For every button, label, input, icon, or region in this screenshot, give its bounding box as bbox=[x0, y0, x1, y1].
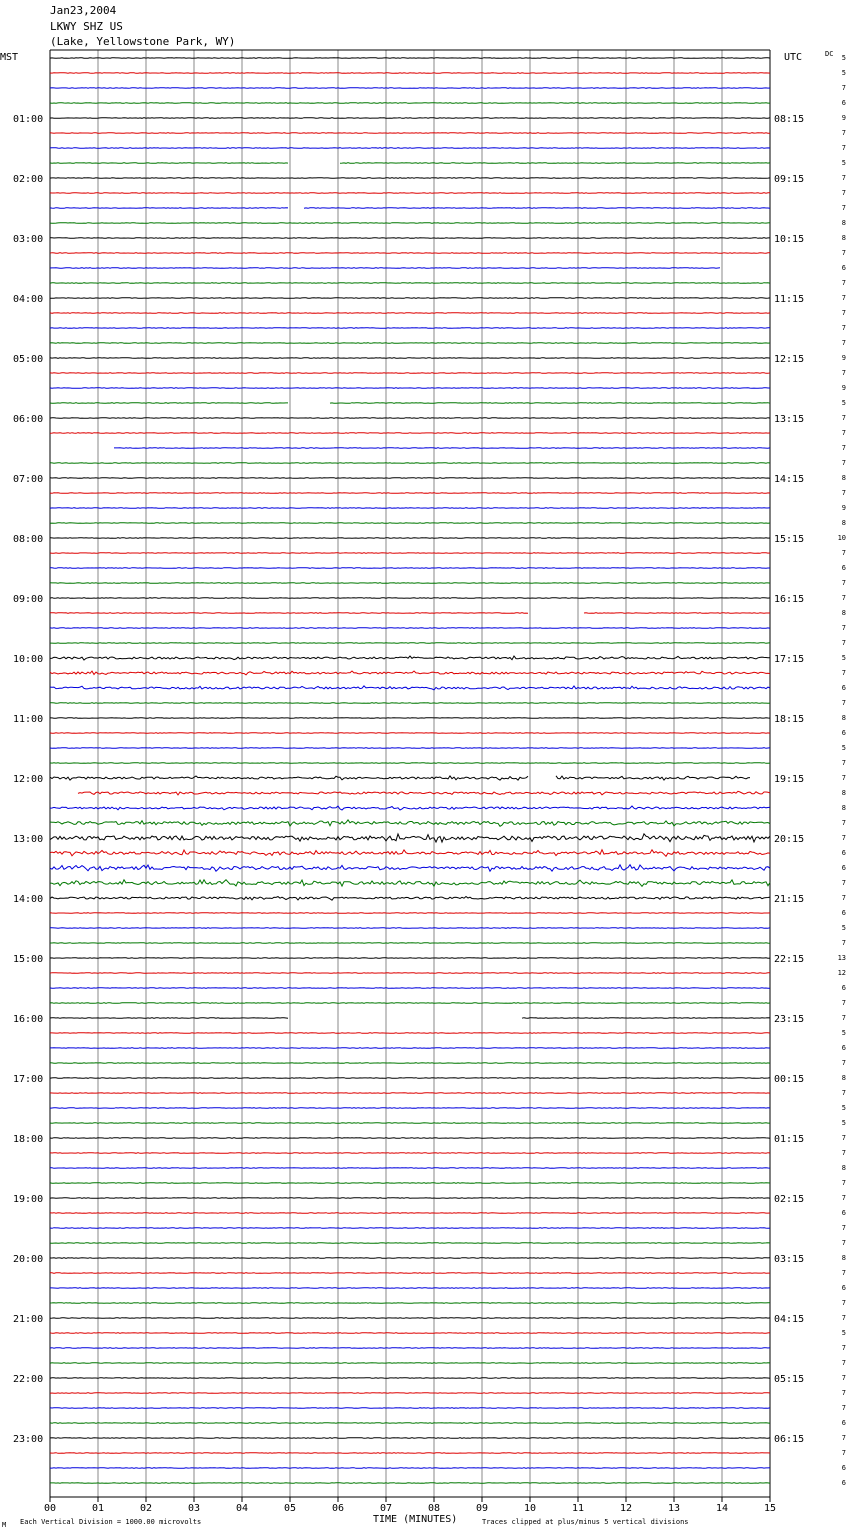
dc-offset-value: 7 bbox=[841, 459, 846, 467]
dc-offset-value: 7 bbox=[841, 1389, 846, 1397]
trace-line bbox=[78, 791, 770, 795]
dc-offset-value: 7 bbox=[841, 594, 846, 602]
trace-line bbox=[50, 1033, 770, 1034]
dc-offset-value: 6 bbox=[841, 1464, 846, 1472]
mst-hour-labels bbox=[13, 114, 43, 1445]
dc-offset-value: 5 bbox=[841, 399, 846, 407]
trace-line bbox=[50, 1438, 770, 1439]
dc-offset-value: 7 bbox=[841, 189, 846, 197]
x-tick-label: 14 bbox=[715, 1503, 729, 1514]
trace-line bbox=[50, 478, 770, 479]
trace-line bbox=[50, 880, 770, 887]
dc-offset-value: 6 bbox=[841, 1419, 846, 1427]
trace-line bbox=[50, 283, 770, 284]
trace-line bbox=[50, 343, 770, 344]
dc-offset-value: 9 bbox=[841, 354, 846, 362]
trace-line bbox=[50, 1468, 770, 1469]
dc-offset-value: 7 bbox=[841, 1299, 846, 1307]
dc-offset-value: 8 bbox=[841, 1164, 846, 1172]
mst-hour-label: 22:00 bbox=[13, 1374, 44, 1385]
utc-hour-label: 05:15 bbox=[774, 1374, 805, 1385]
trace-line bbox=[50, 1483, 770, 1484]
trace-line bbox=[50, 1018, 770, 1019]
mst-hour-label: 19:00 bbox=[13, 1194, 44, 1205]
dc-offset-value: 8 bbox=[841, 234, 846, 242]
mst-hour-label: 20:00 bbox=[13, 1254, 44, 1265]
trace-line bbox=[50, 193, 770, 194]
dc-offset-value: 7 bbox=[841, 129, 846, 137]
mst-hour-label: 11:00 bbox=[13, 714, 44, 725]
dc-offset-value: 7 bbox=[841, 429, 846, 437]
dc-offset-value: 7 bbox=[841, 639, 846, 647]
dc-offset-value: 9 bbox=[841, 504, 846, 512]
dc-offset-value: 7 bbox=[841, 489, 846, 497]
trace-line bbox=[50, 820, 770, 826]
trace-line bbox=[50, 1333, 770, 1334]
mst-hour-label: 10:00 bbox=[13, 654, 44, 665]
corner-mark: M bbox=[2, 1521, 7, 1529]
trace-line bbox=[50, 763, 770, 764]
x-tick-label: 13 bbox=[667, 1503, 681, 1514]
trace-line bbox=[50, 508, 770, 509]
trace-line bbox=[50, 1363, 770, 1364]
trace-line bbox=[50, 373, 770, 374]
dc-offset-value: 7 bbox=[841, 939, 846, 947]
dc-offset-value: 5 bbox=[841, 744, 846, 752]
scale-note: Each Vertical Division = 1000.00 microvolts bbox=[20, 1518, 202, 1526]
dc-offset-value: 7 bbox=[841, 84, 846, 92]
dc-offset-value: 7 bbox=[841, 1374, 846, 1382]
trace-line bbox=[50, 1063, 770, 1064]
mst-hour-label: 05:00 bbox=[13, 354, 44, 365]
dc-offset-value: 7 bbox=[841, 249, 846, 257]
trace-line bbox=[50, 493, 770, 494]
trace-line bbox=[50, 1153, 770, 1154]
trace-line bbox=[50, 418, 770, 419]
trace-line bbox=[50, 133, 770, 134]
dc-offset-value: 7 bbox=[841, 1449, 846, 1457]
x-tick-label: 00 bbox=[43, 1503, 57, 1514]
x-tick-label: 08 bbox=[427, 1503, 441, 1514]
trace-line bbox=[50, 568, 770, 569]
utc-hour-label: 08:15 bbox=[774, 114, 805, 125]
utc-hour-label: 10:15 bbox=[774, 234, 805, 245]
x-tick-label: 11 bbox=[571, 1503, 585, 1514]
dc-offset-value: 7 bbox=[841, 1269, 846, 1277]
plot-date: Jan23,2004 bbox=[50, 4, 117, 17]
dc-offset-value: 7 bbox=[841, 294, 846, 302]
trace-line bbox=[50, 268, 720, 269]
utc-hour-label: 22:15 bbox=[774, 954, 805, 965]
trace-line bbox=[114, 448, 770, 449]
dc-offset-value: 7 bbox=[841, 669, 846, 677]
dc-offset-value: 6 bbox=[841, 909, 846, 917]
dc-offset-value: 7 bbox=[841, 1314, 846, 1322]
trace-line bbox=[50, 1393, 770, 1394]
dc-offset-value: 12 bbox=[837, 969, 846, 977]
mst-hour-label: 15:00 bbox=[13, 954, 44, 965]
dc-offset-value: 7 bbox=[841, 819, 846, 827]
dc-offset-value: 7 bbox=[841, 369, 846, 377]
dc-offset-value: 6 bbox=[841, 684, 846, 692]
utc-hour-label: 06:15 bbox=[774, 1434, 805, 1445]
dc-offset-value: 8 bbox=[841, 789, 846, 797]
utc-hour-label: 02:15 bbox=[774, 1194, 805, 1205]
dc-offset-value: 6 bbox=[841, 849, 846, 857]
x-tick-label: 02 bbox=[139, 1503, 153, 1514]
mst-hour-label: 04:00 bbox=[13, 294, 44, 305]
trace-line bbox=[50, 958, 770, 959]
dc-offset-value: 7 bbox=[841, 759, 846, 767]
x-axis-title: TIME (MINUTES) bbox=[373, 1514, 458, 1525]
utc-hour-label: 12:15 bbox=[774, 354, 805, 365]
dc-offset-value: 7 bbox=[841, 834, 846, 842]
trace-line bbox=[50, 1048, 770, 1049]
x-tick-label: 09 bbox=[475, 1503, 489, 1514]
mst-hour-label: 17:00 bbox=[13, 1074, 44, 1085]
dc-offset-value: 7 bbox=[841, 894, 846, 902]
trace-line bbox=[50, 178, 770, 179]
trace-line bbox=[50, 943, 770, 944]
trace-line bbox=[50, 1258, 770, 1259]
x-tick-label: 04 bbox=[235, 1503, 249, 1514]
trace-line bbox=[50, 118, 770, 119]
dc-offset-value: 7 bbox=[841, 144, 846, 152]
utc-hour-label: 15:15 bbox=[774, 534, 805, 545]
trace-line bbox=[50, 583, 770, 584]
mst-hour-label: 23:00 bbox=[13, 1434, 44, 1445]
dc-offset-value: 8 bbox=[841, 219, 846, 227]
station-code: LKWY SHZ US bbox=[50, 20, 123, 33]
dc-offset-value: 5 bbox=[841, 1119, 846, 1127]
dc-offset-value: 7 bbox=[841, 1134, 846, 1142]
dc-offset-value: 7 bbox=[841, 414, 846, 422]
dc-offset-value: 7 bbox=[841, 699, 846, 707]
utc-hour-label: 16:15 bbox=[774, 594, 805, 605]
mst-hour-label: 18:00 bbox=[13, 1134, 44, 1145]
utc-hour-label: 20:15 bbox=[774, 834, 805, 845]
dc-offset-column bbox=[838, 54, 846, 1487]
trace-line bbox=[50, 1003, 770, 1004]
trace-line bbox=[50, 656, 770, 660]
trace-line bbox=[50, 913, 770, 914]
dc-offset-value: 5 bbox=[841, 69, 846, 77]
trace-line bbox=[50, 1228, 770, 1229]
trace-line bbox=[50, 748, 770, 749]
trace-line bbox=[50, 1243, 770, 1244]
trace-line bbox=[50, 433, 770, 434]
dc-offset-value: 8 bbox=[841, 609, 846, 617]
dc-offset-value: 7 bbox=[841, 774, 846, 782]
dc-offset-value: 7 bbox=[841, 549, 846, 557]
trace-line bbox=[50, 1093, 770, 1094]
trace-line bbox=[50, 988, 770, 989]
trace-line bbox=[50, 628, 770, 629]
utc-hour-label: 13:15 bbox=[774, 414, 805, 425]
dc-offset-value: 5 bbox=[841, 54, 846, 62]
x-tick-label: 03 bbox=[187, 1503, 201, 1514]
trace-line bbox=[50, 1183, 770, 1184]
mst-hour-label: 09:00 bbox=[13, 594, 44, 605]
trace-line bbox=[50, 686, 770, 690]
mst-hour-label: 08:00 bbox=[13, 534, 44, 545]
dc-offset-value: 7 bbox=[841, 879, 846, 887]
trace-line bbox=[50, 1273, 770, 1274]
x-tick-label: 07 bbox=[379, 1503, 393, 1514]
dc-offset-value: 8 bbox=[841, 1074, 846, 1082]
mst-hour-label: 13:00 bbox=[13, 834, 44, 845]
dc-offset-value: 7 bbox=[841, 1224, 846, 1232]
dc-offset-value: 6 bbox=[841, 1284, 846, 1292]
dc-offset-value: 7 bbox=[841, 1239, 846, 1247]
dc-offset-value: 8 bbox=[841, 714, 846, 722]
trace-line bbox=[50, 897, 770, 901]
trace-line bbox=[50, 1123, 770, 1124]
trace-line bbox=[50, 1318, 770, 1319]
trace-line bbox=[50, 1168, 770, 1169]
dc-offset-value: 5 bbox=[841, 654, 846, 662]
minute-axis bbox=[44, 1497, 776, 1514]
trace-line bbox=[50, 1078, 770, 1079]
trace-line bbox=[50, 643, 770, 644]
dc-column-title: DC bbox=[825, 50, 834, 58]
trace-line bbox=[50, 163, 770, 164]
seismic-traces bbox=[50, 58, 770, 1484]
trace-line bbox=[50, 865, 770, 872]
trace-line bbox=[50, 1198, 770, 1199]
dc-offset-value: 9 bbox=[841, 114, 846, 122]
station-location: (Lake, Yellowstone Park, WY) bbox=[50, 35, 236, 48]
dc-offset-value: 7 bbox=[841, 1179, 846, 1187]
utc-hour-label: 17:15 bbox=[774, 654, 805, 665]
trace-line bbox=[50, 403, 770, 404]
trace-line bbox=[50, 1453, 770, 1454]
trace-line bbox=[50, 1423, 770, 1424]
dc-offset-value: 13 bbox=[837, 954, 846, 962]
trace-line bbox=[50, 613, 770, 614]
dc-offset-value: 6 bbox=[841, 564, 846, 572]
trace-line bbox=[50, 973, 770, 974]
trace-line bbox=[50, 703, 770, 704]
trace-line bbox=[50, 238, 770, 239]
trace-line bbox=[50, 103, 770, 104]
dc-offset-value: 6 bbox=[841, 984, 846, 992]
utc-hour-label: 18:15 bbox=[774, 714, 805, 725]
mst-hour-label: 03:00 bbox=[13, 234, 44, 245]
mst-axis-title: MST bbox=[0, 52, 19, 63]
dc-offset-value: 7 bbox=[841, 1404, 846, 1412]
dc-offset-value: 7 bbox=[841, 579, 846, 587]
dc-offset-value: 7 bbox=[841, 1194, 846, 1202]
dc-offset-value: 6 bbox=[841, 729, 846, 737]
dc-offset-value: 6 bbox=[841, 864, 846, 872]
utc-hour-label: 23:15 bbox=[774, 1014, 805, 1025]
trace-line bbox=[50, 88, 770, 89]
dc-offset-value: 7 bbox=[841, 1344, 846, 1352]
dc-offset-value: 9 bbox=[841, 384, 846, 392]
trace-line bbox=[50, 598, 770, 599]
dc-offset-value: 7 bbox=[841, 324, 846, 332]
trace-line bbox=[50, 1378, 770, 1379]
trace-line bbox=[50, 1348, 770, 1349]
utc-hour-labels bbox=[774, 114, 804, 1445]
mst-hour-label: 14:00 bbox=[13, 894, 44, 905]
dc-offset-value: 6 bbox=[841, 1044, 846, 1052]
dc-offset-value: 7 bbox=[841, 204, 846, 212]
trace-line bbox=[50, 148, 770, 149]
x-tick-label: 01 bbox=[91, 1503, 105, 1514]
mst-hour-label: 12:00 bbox=[13, 774, 44, 785]
trace-line bbox=[50, 73, 770, 74]
utc-hour-label: 11:15 bbox=[774, 294, 805, 305]
dc-offset-value: 7 bbox=[841, 624, 846, 632]
trace-line bbox=[50, 328, 770, 329]
dc-offset-value: 5 bbox=[841, 1329, 846, 1337]
utc-hour-label: 19:15 bbox=[774, 774, 805, 785]
dc-offset-value: 6 bbox=[841, 99, 846, 107]
utc-hour-label: 00:15 bbox=[774, 1074, 805, 1085]
dc-offset-value: 7 bbox=[841, 444, 846, 452]
mst-hour-label: 16:00 bbox=[13, 1014, 44, 1025]
utc-hour-label: 14:15 bbox=[774, 474, 805, 485]
trace-line bbox=[50, 850, 770, 857]
utc-hour-label: 21:15 bbox=[774, 894, 805, 905]
x-tick-label: 15 bbox=[763, 1503, 777, 1514]
dc-offset-value: 7 bbox=[841, 309, 846, 317]
trace-line bbox=[50, 928, 770, 929]
clip-note: Traces clipped at plus/minus 5 vertical divisions bbox=[482, 1518, 689, 1526]
trace-line bbox=[50, 523, 770, 524]
utc-hour-label: 09:15 bbox=[774, 174, 805, 185]
dc-offset-value: 7 bbox=[841, 999, 846, 1007]
dc-offset-value: 5 bbox=[841, 1029, 846, 1037]
x-tick-label: 05 bbox=[283, 1503, 297, 1514]
dc-offset-value: 8 bbox=[841, 519, 846, 527]
dc-offset-value: 7 bbox=[841, 1434, 846, 1442]
trace-line bbox=[50, 806, 770, 810]
dc-offset-value: 7 bbox=[841, 1149, 846, 1157]
dc-offset-value: 7 bbox=[841, 1059, 846, 1067]
dc-offset-value: 5 bbox=[841, 159, 846, 167]
dc-offset-value: 8 bbox=[841, 1254, 846, 1262]
trace-line bbox=[50, 298, 770, 299]
dc-offset-value: 8 bbox=[841, 804, 846, 812]
trace-line bbox=[50, 1288, 770, 1289]
trace-line bbox=[50, 313, 770, 314]
trace-line bbox=[50, 671, 770, 675]
dc-offset-value: 7 bbox=[841, 1089, 846, 1097]
dc-offset-value: 7 bbox=[841, 339, 846, 347]
time-grid bbox=[50, 50, 770, 1497]
trace-line bbox=[50, 1138, 770, 1139]
trace-line bbox=[50, 1108, 770, 1109]
dc-offset-value: 6 bbox=[841, 1209, 846, 1217]
trace-line bbox=[50, 1408, 770, 1409]
dc-offset-value: 7 bbox=[841, 174, 846, 182]
trace-line bbox=[50, 776, 750, 780]
trace-line bbox=[50, 1213, 770, 1214]
dc-offset-value: 8 bbox=[841, 474, 846, 482]
trace-line bbox=[50, 718, 770, 719]
mst-hour-label: 02:00 bbox=[13, 174, 44, 185]
utc-hour-label: 03:15 bbox=[774, 1254, 805, 1265]
utc-hour-label: 01:15 bbox=[774, 1134, 805, 1145]
trace-line bbox=[50, 388, 770, 389]
trace-line bbox=[50, 463, 770, 464]
dc-offset-value: 5 bbox=[841, 924, 846, 932]
trace-line bbox=[50, 1303, 770, 1304]
dc-offset-value: 10 bbox=[837, 534, 846, 542]
dc-offset-value: 6 bbox=[841, 1479, 846, 1487]
mst-hour-label: 07:00 bbox=[13, 474, 44, 485]
trace-line bbox=[50, 733, 770, 734]
dc-offset-value: 7 bbox=[841, 1359, 846, 1367]
utc-hour-label: 04:15 bbox=[774, 1314, 805, 1325]
trace-line bbox=[50, 58, 770, 59]
x-tick-label: 12 bbox=[619, 1503, 633, 1514]
trace-line bbox=[50, 358, 770, 359]
trace-line bbox=[50, 834, 770, 842]
trace-line bbox=[50, 538, 770, 539]
trace-line bbox=[50, 253, 770, 254]
dc-offset-value: 7 bbox=[841, 1014, 846, 1022]
dc-offset-value: 5 bbox=[841, 1104, 846, 1112]
x-tick-label: 06 bbox=[331, 1503, 345, 1514]
x-tick-label: 10 bbox=[523, 1503, 537, 1514]
utc-axis-title: UTC bbox=[784, 52, 803, 63]
dc-offset-value: 6 bbox=[841, 264, 846, 272]
mst-hour-label: 06:00 bbox=[13, 414, 44, 425]
mst-hour-label: 01:00 bbox=[13, 114, 44, 125]
dc-offset-value: 7 bbox=[841, 279, 846, 287]
trace-line bbox=[50, 553, 770, 554]
trace-line bbox=[50, 208, 770, 209]
trace-line bbox=[50, 223, 770, 224]
mst-hour-label: 21:00 bbox=[13, 1314, 44, 1325]
